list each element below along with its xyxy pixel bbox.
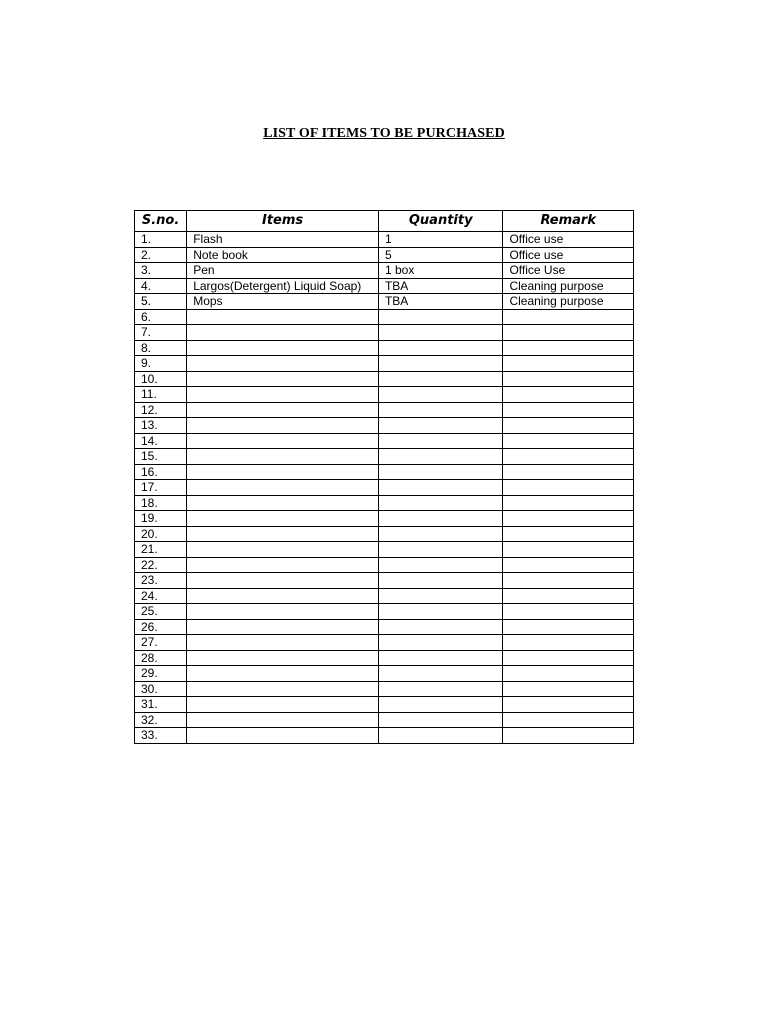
table-row	[135, 666, 634, 682]
cell-sno: 11.	[135, 387, 187, 403]
header-sno: S.no.	[135, 211, 187, 232]
cell-quantity	[378, 557, 502, 573]
cell-quantity: 5	[378, 247, 502, 263]
cell-quantity	[378, 433, 502, 449]
cell-item	[187, 604, 379, 620]
cell-item	[187, 666, 379, 682]
table-row	[135, 728, 634, 744]
cell-remark	[503, 340, 634, 356]
cell-remark	[503, 464, 634, 480]
purchase-items-table	[134, 210, 634, 744]
cell-remark	[503, 418, 634, 434]
cell-item	[187, 573, 379, 589]
cell-sno: 26.	[135, 619, 187, 635]
page-title: LIST OF ITEMS TO BE PURCHASED	[263, 126, 505, 141]
cell-quantity	[378, 309, 502, 325]
table-row	[135, 402, 634, 418]
table-row	[135, 449, 634, 465]
cell-sno: 8.	[135, 340, 187, 356]
cell-remark	[503, 526, 634, 542]
table-body	[135, 232, 634, 744]
cell-quantity: TBA	[378, 278, 502, 294]
cell-quantity	[378, 573, 502, 589]
table-row	[135, 418, 634, 434]
header-remark: Remark	[503, 211, 634, 232]
table-row	[135, 557, 634, 573]
cell-quantity	[378, 449, 502, 465]
header-quantity: Quantity	[378, 211, 502, 232]
cell-sno: 19.	[135, 511, 187, 527]
cell-remark	[503, 557, 634, 573]
cell-remark	[503, 511, 634, 527]
cell-item	[187, 650, 379, 666]
cell-sno: 22.	[135, 557, 187, 573]
cell-item	[187, 418, 379, 434]
table-row	[135, 635, 634, 651]
cell-item: Flash	[187, 232, 379, 248]
table-row	[135, 309, 634, 325]
cell-quantity	[378, 728, 502, 744]
cell-item	[187, 433, 379, 449]
cell-sno: 33.	[135, 728, 187, 744]
cell-quantity	[378, 681, 502, 697]
cell-quantity	[378, 495, 502, 511]
cell-item	[187, 681, 379, 697]
cell-remark	[503, 495, 634, 511]
table-row	[135, 697, 634, 713]
cell-sno: 27.	[135, 635, 187, 651]
cell-quantity	[378, 712, 502, 728]
cell-item	[187, 371, 379, 387]
cell-sno: 9.	[135, 356, 187, 372]
cell-quantity	[378, 402, 502, 418]
cell-item	[187, 480, 379, 496]
cell-item	[187, 542, 379, 558]
table-row	[135, 263, 634, 279]
cell-remark	[503, 480, 634, 496]
table-row	[135, 681, 634, 697]
cell-remark	[503, 433, 634, 449]
cell-quantity	[378, 387, 502, 403]
cell-item: Pen	[187, 263, 379, 279]
cell-item	[187, 464, 379, 480]
cell-sno: 18.	[135, 495, 187, 511]
cell-item	[187, 356, 379, 372]
cell-quantity: TBA	[378, 294, 502, 310]
cell-sno: 16.	[135, 464, 187, 480]
cell-remark	[503, 635, 634, 651]
cell-sno: 12.	[135, 402, 187, 418]
cell-quantity	[378, 340, 502, 356]
table-row	[135, 619, 634, 635]
cell-item: Note book	[187, 247, 379, 263]
table-row	[135, 433, 634, 449]
cell-remark: Office use	[503, 232, 634, 248]
cell-sno: 13.	[135, 418, 187, 434]
table-row	[135, 604, 634, 620]
table-header	[135, 211, 634, 232]
cell-item	[187, 619, 379, 635]
cell-item	[187, 712, 379, 728]
cell-remark	[503, 387, 634, 403]
cell-sno: 7.	[135, 325, 187, 341]
table-row	[135, 542, 634, 558]
cell-quantity	[378, 650, 502, 666]
cell-sno: 30.	[135, 681, 187, 697]
table-row	[135, 325, 634, 341]
cell-remark	[503, 604, 634, 620]
cell-item	[187, 588, 379, 604]
cell-sno: 6.	[135, 309, 187, 325]
cell-remark	[503, 697, 634, 713]
cell-remark	[503, 666, 634, 682]
cell-quantity	[378, 464, 502, 480]
cell-sno: 17.	[135, 480, 187, 496]
cell-quantity	[378, 588, 502, 604]
cell-quantity	[378, 480, 502, 496]
cell-item	[187, 728, 379, 744]
cell-sno: 14.	[135, 433, 187, 449]
cell-sno: 32.	[135, 712, 187, 728]
cell-sno: 31.	[135, 697, 187, 713]
cell-remark	[503, 542, 634, 558]
cell-sno: 29.	[135, 666, 187, 682]
cell-item	[187, 526, 379, 542]
cell-remark: Cleaning purpose	[503, 278, 634, 294]
cell-sno: 28.	[135, 650, 187, 666]
cell-sno: 2.	[135, 247, 187, 263]
cell-quantity	[378, 697, 502, 713]
table-row	[135, 650, 634, 666]
table-row	[135, 526, 634, 542]
table-row	[135, 278, 634, 294]
table-row	[135, 387, 634, 403]
table-row	[135, 464, 634, 480]
cell-remark	[503, 681, 634, 697]
cell-item	[187, 511, 379, 527]
cell-quantity	[378, 619, 502, 635]
cell-item	[187, 340, 379, 356]
cell-sno: 5.	[135, 294, 187, 310]
cell-remark	[503, 588, 634, 604]
table-row	[135, 495, 634, 511]
table-row	[135, 247, 634, 263]
cell-sno: 21.	[135, 542, 187, 558]
cell-item	[187, 449, 379, 465]
cell-quantity: 1 box	[378, 263, 502, 279]
cell-sno: 3.	[135, 263, 187, 279]
cell-remark	[503, 309, 634, 325]
cell-quantity	[378, 371, 502, 387]
table-row	[135, 712, 634, 728]
cell-quantity	[378, 511, 502, 527]
table-row	[135, 480, 634, 496]
cell-item	[187, 309, 379, 325]
cell-remark	[503, 449, 634, 465]
cell-sno: 15.	[135, 449, 187, 465]
cell-quantity	[378, 418, 502, 434]
cell-sno: 1.	[135, 232, 187, 248]
cell-quantity	[378, 666, 502, 682]
cell-quantity	[378, 604, 502, 620]
table-row	[135, 232, 634, 248]
cell-remark: Cleaning purpose	[503, 294, 634, 310]
cell-remark	[503, 371, 634, 387]
cell-remark	[503, 325, 634, 341]
cell-remark	[503, 650, 634, 666]
cell-sno: 10.	[135, 371, 187, 387]
header-items: Items	[187, 211, 379, 232]
cell-sno: 25.	[135, 604, 187, 620]
cell-remark: Office use	[503, 247, 634, 263]
cell-item	[187, 697, 379, 713]
cell-item: Mops	[187, 294, 379, 310]
cell-remark	[503, 356, 634, 372]
cell-item	[187, 387, 379, 403]
cell-remark	[503, 619, 634, 635]
table-row	[135, 340, 634, 356]
cell-remark: Office Use	[503, 263, 634, 279]
cell-sno: 20.	[135, 526, 187, 542]
cell-quantity	[378, 635, 502, 651]
cell-quantity: 1	[378, 232, 502, 248]
table-row	[135, 511, 634, 527]
cell-remark	[503, 712, 634, 728]
cell-quantity	[378, 542, 502, 558]
cell-item	[187, 325, 379, 341]
cell-item	[187, 557, 379, 573]
cell-remark	[503, 728, 634, 744]
cell-quantity	[378, 526, 502, 542]
cell-item	[187, 495, 379, 511]
cell-sno: 24.	[135, 588, 187, 604]
table-row	[135, 588, 634, 604]
table-row	[135, 356, 634, 372]
header-row	[135, 211, 634, 232]
cell-quantity	[378, 356, 502, 372]
cell-remark	[503, 573, 634, 589]
table-row	[135, 371, 634, 387]
table-row	[135, 573, 634, 589]
table-row	[135, 294, 634, 310]
cell-sno: 23.	[135, 573, 187, 589]
cell-quantity	[378, 325, 502, 341]
cell-sno: 4.	[135, 278, 187, 294]
cell-item: Largos(Detergent) Liquid Soap)	[187, 278, 379, 294]
cell-remark	[503, 402, 634, 418]
cell-item	[187, 635, 379, 651]
cell-item	[187, 402, 379, 418]
